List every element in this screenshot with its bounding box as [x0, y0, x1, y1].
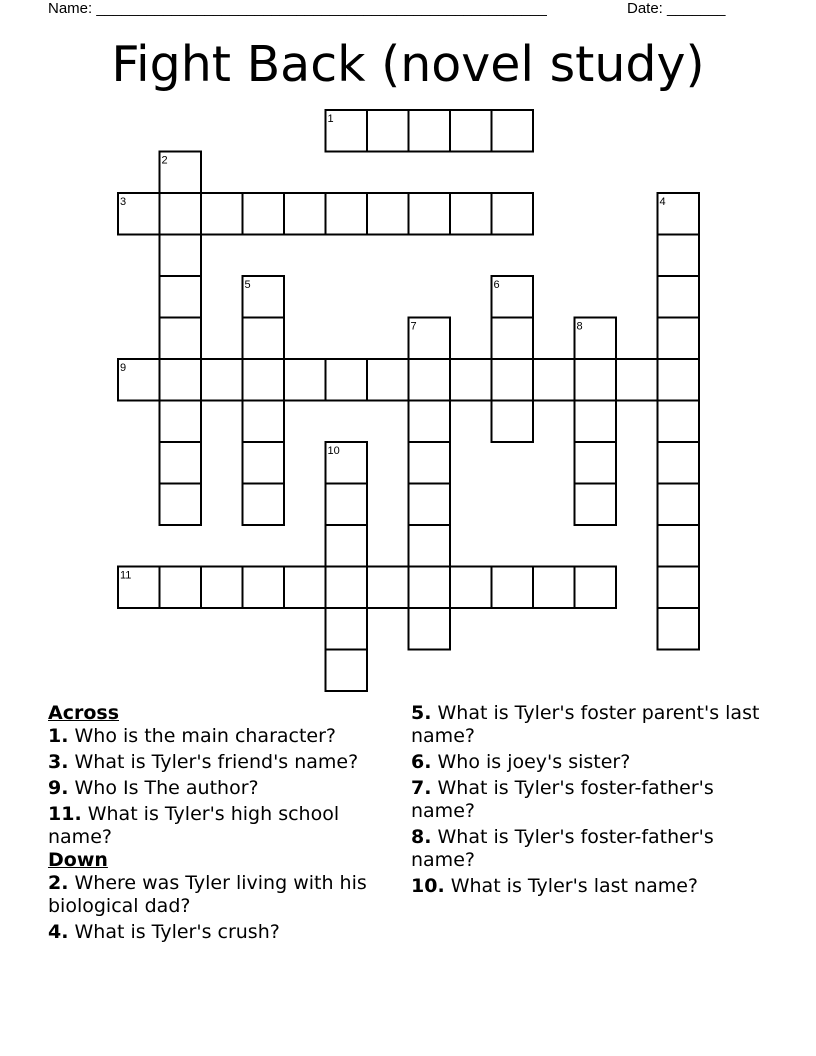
grid-cell[interactable] [326, 193, 368, 235]
name-field: Name: ______________________________________________________ [48, 0, 547, 17]
grid-cell[interactable] [533, 359, 575, 401]
clue-down-4: 4. What is Tyler's crush? [48, 921, 280, 943]
page-title: Fight Back (novel study) [111, 36, 705, 93]
grid-cell[interactable] [367, 359, 409, 401]
grid-cell[interactable] [367, 110, 409, 152]
grid-cell[interactable] [658, 235, 700, 277]
grid-cell[interactable] [492, 359, 534, 401]
clue-number-label: 7 [410, 320, 417, 333]
grid-cell[interactable] [326, 650, 368, 692]
grid-cell[interactable] [450, 359, 492, 401]
grid-cell[interactable] [658, 276, 700, 318]
grid-cell[interactable] [409, 608, 451, 650]
clue-across-9: 9. Who Is The author? [48, 777, 259, 799]
clue-down-10: 10. What is Tyler's last name? [411, 875, 699, 897]
date-field: Date: _______ [627, 0, 726, 17]
grid-cell[interactable] [326, 359, 368, 401]
grid-cell[interactable] [160, 567, 202, 609]
grid-cell[interactable] [284, 359, 326, 401]
grid-cell[interactable] [160, 193, 202, 235]
clue-number-label: 2 [161, 154, 168, 167]
clue-down-6: 6. Who is joey's sister? [411, 751, 631, 773]
grid-cell[interactable] [326, 567, 368, 609]
grid-cell[interactable] [492, 110, 534, 152]
grid-cell[interactable] [201, 567, 243, 609]
grid-cell[interactable] [326, 608, 368, 650]
grid-cell[interactable] [409, 110, 451, 152]
grid-cell[interactable] [160, 235, 202, 277]
clue-number-label: 5 [244, 279, 251, 291]
across-heading: Across [48, 702, 120, 724]
grid-cell[interactable] [243, 359, 285, 401]
grid-cell[interactable] [243, 193, 285, 235]
grid-cell[interactable] [409, 193, 451, 235]
clue-down-7: 7. What is Tyler's foster-father's name? [411, 777, 714, 822]
grid-cell[interactable] [575, 567, 617, 609]
clue-number-label: 11 [120, 569, 132, 582]
grid-cell[interactable] [492, 318, 534, 360]
clue-down-2: 2. Where was Tyler living with his biological dad? [48, 872, 367, 917]
clue-across-1: 1. Who is the main character? [48, 725, 337, 747]
grid-cell[interactable] [243, 567, 285, 609]
grid-cell[interactable] [243, 318, 285, 360]
grid-cell[interactable] [367, 567, 409, 609]
grid-cell[interactable] [658, 567, 700, 609]
grid-cell[interactable] [284, 193, 326, 235]
clue-number-label: 6 [493, 279, 500, 291]
clue-number-label: 3 [120, 196, 127, 208]
grid-cell[interactable] [492, 193, 534, 235]
grid-cell[interactable] [409, 484, 451, 526]
grid-cell[interactable] [243, 401, 285, 443]
grid-cell[interactable] [243, 484, 285, 526]
grid-cell[interactable] [658, 442, 700, 484]
grid-cell[interactable] [160, 318, 202, 360]
grid-cell[interactable] [575, 359, 617, 401]
grid-cell[interactable] [658, 401, 700, 443]
clue-down-8: 8. What is Tyler's foster-father's name? [411, 826, 714, 871]
clue-number-label: 1 [327, 113, 334, 125]
grid-cell[interactable] [160, 401, 202, 443]
clue-across-11: 11. What is Tyler's high school name? [48, 803, 340, 848]
grid-cell[interactable] [160, 442, 202, 484]
grid-cell[interactable] [658, 484, 700, 526]
grid-cell[interactable] [409, 442, 451, 484]
grid-cell[interactable] [533, 567, 575, 609]
grid-cell[interactable] [160, 276, 202, 318]
clues-right-column [411, 702, 771, 901]
grid-cell[interactable] [367, 193, 409, 235]
grid-cell[interactable] [575, 484, 617, 526]
grid-cell[interactable] [160, 359, 202, 401]
grid-cell[interactable] [450, 193, 492, 235]
grid-cell[interactable] [492, 567, 534, 609]
grid-cell[interactable] [658, 525, 700, 567]
grid-cell[interactable] [409, 401, 451, 443]
grid-cell[interactable] [326, 525, 368, 567]
grid-cell[interactable] [284, 567, 326, 609]
grid-cell[interactable] [409, 525, 451, 567]
grid-cell[interactable] [658, 608, 700, 650]
grid-cell[interactable] [575, 442, 617, 484]
grid-cell[interactable] [201, 193, 243, 235]
grid-cell[interactable] [658, 318, 700, 360]
clue-number-label: 4 [659, 196, 666, 208]
grid-cell[interactable] [201, 359, 243, 401]
grid-cell[interactable] [658, 359, 700, 401]
clue-across-3: 3. What is Tyler's friend's name? [48, 751, 359, 773]
grid-cell[interactable] [160, 484, 202, 526]
grid-cell[interactable] [409, 359, 451, 401]
grid-cell[interactable] [326, 484, 368, 526]
grid-cell[interactable] [575, 401, 617, 443]
grid-cell[interactable] [492, 401, 534, 443]
grid-cell[interactable] [243, 442, 285, 484]
down-heading: Down [48, 849, 108, 871]
grid-cell[interactable] [409, 567, 451, 609]
clues-left-column [48, 702, 393, 947]
grid-cell[interactable] [616, 359, 658, 401]
grid-cell[interactable] [450, 110, 492, 152]
clue-number-label: 10 [327, 445, 340, 457]
clue-number-label: 9 [120, 362, 127, 374]
clue-number-label: 8 [576, 320, 583, 333]
grid-cell[interactable] [450, 567, 492, 609]
clue-down-5: 5. What is Tyler's foster parent's last name? [411, 702, 760, 747]
